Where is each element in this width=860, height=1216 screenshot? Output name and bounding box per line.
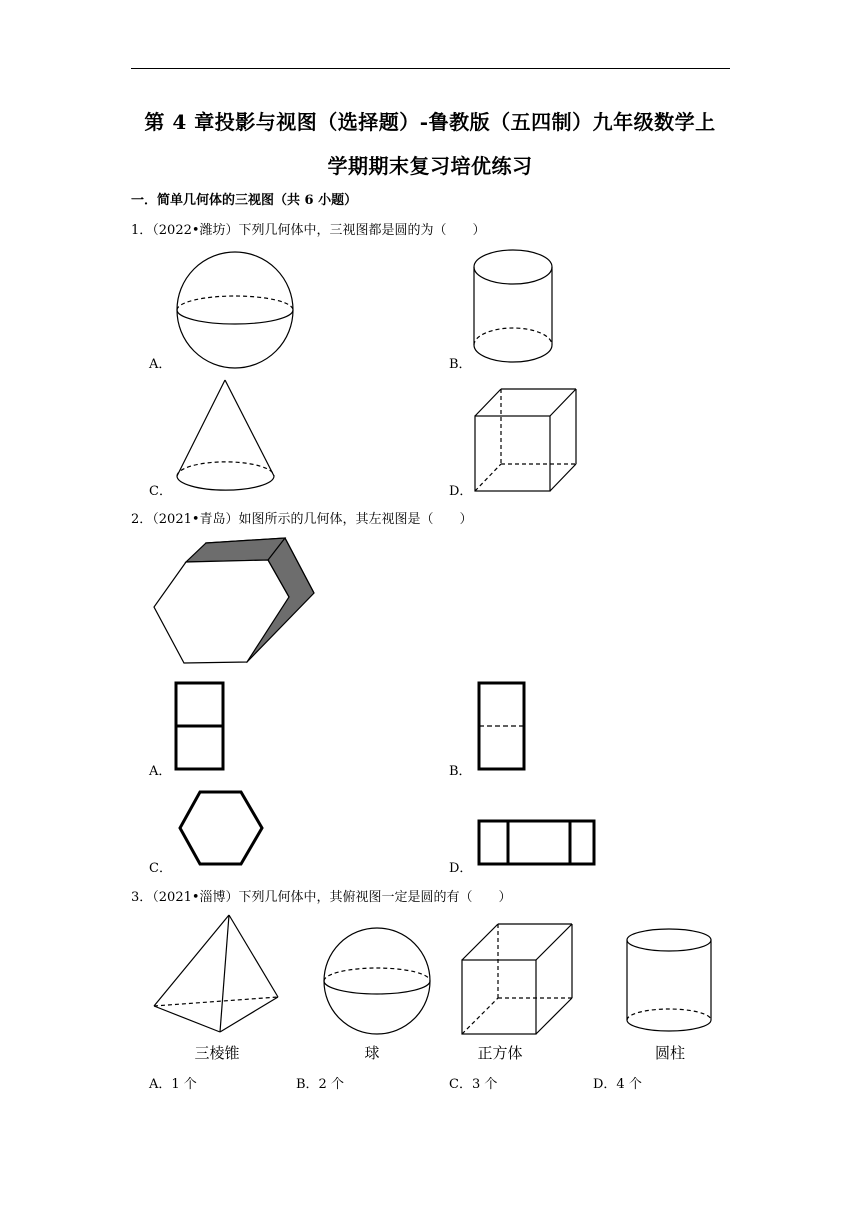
cube-icon: [470, 385, 582, 497]
cylinder-icon: [470, 247, 560, 372]
q3-option-d[interactable]: D．4 个: [593, 1077, 642, 1092]
q3-option-a[interactable]: A．1 个: [149, 1077, 197, 1092]
three-panel-rectangle-icon: [476, 818, 598, 868]
q1-option-d[interactable]: D．: [449, 484, 473, 499]
cone-icon: [170, 378, 280, 496]
cube-icon: [458, 920, 576, 1038]
rectangle-dashed-line-icon: [476, 680, 528, 772]
sphere-icon: [320, 924, 434, 1038]
header-rule: [131, 68, 730, 69]
q2-option-a[interactable]: A．: [149, 764, 172, 779]
q1-option-a[interactable]: A．: [149, 357, 172, 372]
hexagonal-prism-icon: [150, 535, 318, 670]
cylinder-icon: [623, 925, 717, 1037]
caption-cube: 正方体: [477, 1044, 523, 1062]
triangular-pyramid-icon: [150, 912, 282, 1037]
question-1-text: 1．（2022•潍坊）下列几何体中，三视图都是圆的为（ ）: [131, 223, 486, 238]
caption-cylinder: 圆柱: [654, 1044, 685, 1062]
q3-option-b[interactable]: B．2 个: [296, 1077, 344, 1092]
q1-option-c[interactable]: C．: [149, 484, 172, 499]
q2-option-b[interactable]: B．: [449, 764, 472, 779]
q2-option-c[interactable]: C．: [149, 861, 172, 876]
q3-option-c[interactable]: C．3 个: [449, 1077, 498, 1092]
question-2-text: 2．（2021•青岛）如图所示的几何体，其左视图是（ ）: [131, 512, 473, 527]
page-title-line1: 第 4 章投影与视图（选择题）-鲁教版（五四制）九年级数学上: [144, 110, 716, 134]
question-3-text: 3．（2021•淄博）下列几何体中，其俯视图一定是圆的有（ ）: [131, 890, 512, 905]
sphere-icon: [170, 250, 300, 370]
caption-triangular-pyramid: 三棱锥: [194, 1044, 240, 1062]
page-title-line2: 学期期末复习培优练习: [327, 154, 533, 178]
q2-option-d[interactable]: D．: [449, 861, 473, 876]
q1-option-b[interactable]: B．: [449, 357, 472, 372]
two-stacked-rectangles-icon: [173, 680, 227, 772]
hexagon-icon: [176, 789, 266, 867]
section-heading: 一．简单几何体的三视图（共 6 小题）: [131, 193, 358, 208]
caption-sphere: 球: [364, 1044, 380, 1062]
